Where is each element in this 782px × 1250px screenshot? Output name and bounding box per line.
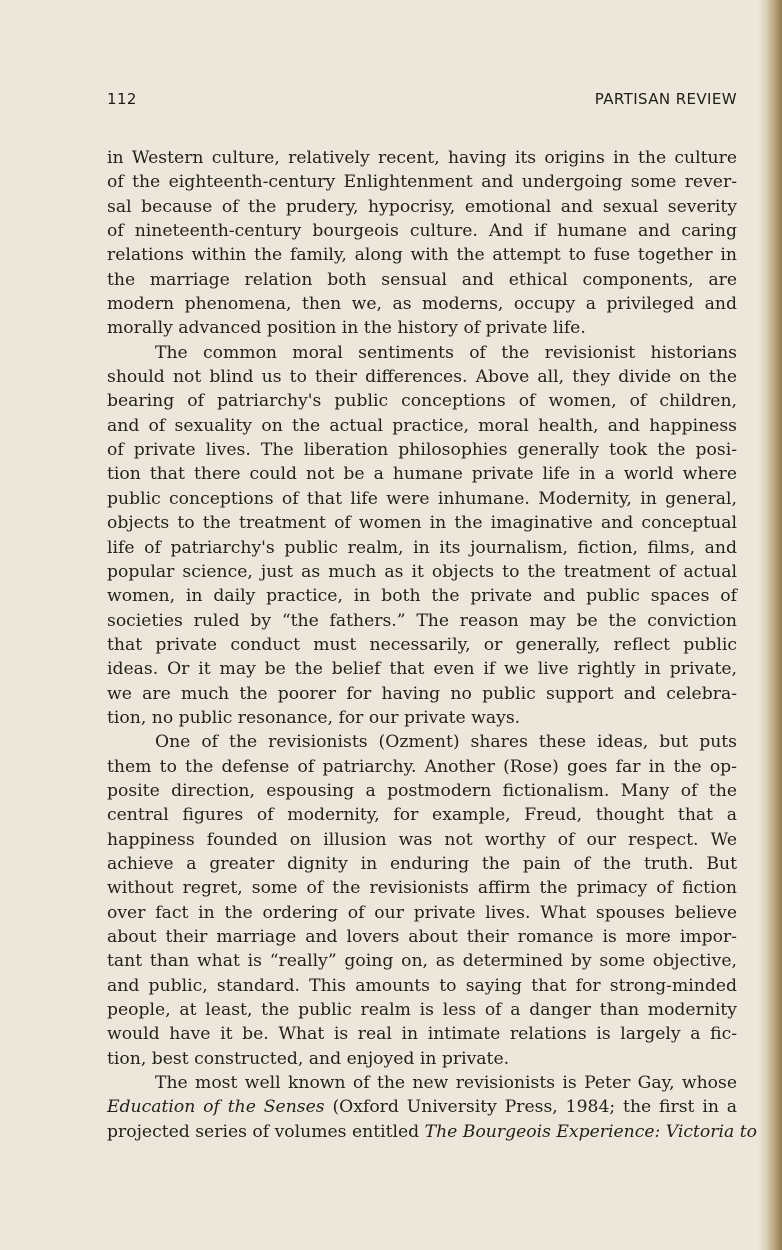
text-line: popular science, just as much as it objects to the treatment of actual (107, 561, 737, 582)
book-title-italic: Education of the Senses (107, 1097, 325, 1118)
text-line: in Western culture, relatively recent, having its origins in the culture (107, 148, 737, 168)
text-line: of nineteenth-century bourgeois culture. And if humane and caring (107, 221, 737, 242)
text-line: the marriage relation both sensual and ethical components, are (107, 269, 737, 290)
text-line: people, at least, the public realm is less of a danger than modernity (107, 1000, 737, 1021)
text-line: morally advanced position in the history of private life. (107, 318, 586, 339)
text-line: The most well known of the new revisionists is Peter Gay, whose (155, 1073, 737, 1094)
text-line: life of patriarchy's public realm, in its journalism, fiction, films, and (107, 537, 737, 558)
text-line-series (107, 1120, 757, 1144)
text-line: we are much the poorer for having no public support and celebra- (107, 683, 737, 704)
book-spine-shadow (758, 0, 782, 1250)
text-line: posite direction, espousing a postmodern fictionalism. Many of the (107, 780, 737, 801)
text-line: over fact in the ordering of our private lives. What spouses believe (107, 902, 737, 923)
page-number: 112 (107, 90, 137, 108)
text-line: should not blind us to their differences. Above all, they divide on the (107, 367, 737, 388)
text-line: about their marriage and lovers about their romance is more impor- (107, 927, 737, 947)
text-line: tion, no public resonance, for our private ways. (107, 707, 521, 728)
text-line: happiness founded on illusion was not worthy of our respect. We (107, 829, 737, 850)
text-line: of the eighteenth-century Enlightenment and undergoing some rever- (107, 172, 737, 193)
text-line: and public, standard. This amounts to saying that for strong-minded (107, 975, 737, 996)
paragraph-1 (107, 146, 737, 341)
text-line: One of the revisionists (Ozment) shares these ideas, but puts (155, 732, 737, 753)
series-text: projected series of volumes entitled (107, 1121, 425, 1142)
text-line: sal because of the prudery, hypocrisy, emotional and sexual severity (107, 196, 737, 217)
running-head: PARTISAN REVIEW (594, 90, 737, 108)
paragraph-4 (107, 1071, 757, 1144)
series-title-italic: The Bourgeois Experience: Victoria to (424, 1121, 757, 1142)
text-line: tion, best constructed, and enjoyed in private. (107, 1048, 510, 1069)
text-line: achieve a greater dignity in enduring the pain of the truth. But (107, 853, 737, 874)
text-line: that private conduct must necessarily, or generally, reflect public (107, 634, 737, 655)
text-line: bearing of patriarchy's public conceptions of women, of children, (107, 391, 737, 412)
text-line: ideas. Or it may be the belief that even if we live rightly in private, (107, 659, 737, 680)
body-text (107, 146, 757, 1144)
text-line: would have it be. What is real in intimate relations is largely a fic- (107, 1024, 737, 1045)
paragraph-3 (107, 730, 737, 1071)
citation-text: (Oxford University Press, 1984; the first in a (324, 1097, 738, 1118)
text-line: women, in daily practice, in both the private and public spaces of (107, 586, 737, 607)
text-line-citation (107, 1095, 737, 1119)
text-line: The common moral sentiments of the revisionist historians (155, 342, 737, 363)
text-line: modern phenomena, then we, as moderns, occupy a privileged and (107, 294, 737, 315)
text-line: tant than what is “really” going on, as determined by some objective, (107, 951, 737, 972)
text-line: without regret, some of the revisionists affirm the primacy of fiction (107, 878, 737, 899)
text-line: tion that there could not be a humane private life in a world where (107, 464, 737, 485)
text-line: objects to the treatment of women in the imaginative and conceptual (107, 513, 737, 534)
text-line: them to the defense of patriarchy. Another (Rose) goes far in the op- (107, 756, 737, 777)
page-header (107, 90, 737, 110)
text-line: public conceptions of that life were inhumane. Modernity, in general, (107, 488, 737, 509)
text-line: relations within the family, along with the attempt to fuse together in (107, 245, 737, 266)
paragraph-2 (107, 341, 737, 731)
text-line: societies ruled by “the fathers.” The reason may be the conviction (107, 610, 737, 631)
text-line: and of sexuality on the actual practice, moral health, and happiness (107, 415, 737, 436)
text-line: central figures of modernity, for example, Freud, thought that a (107, 805, 737, 826)
text-line: of private lives. The liberation philosophies generally took the posi- (107, 440, 737, 461)
